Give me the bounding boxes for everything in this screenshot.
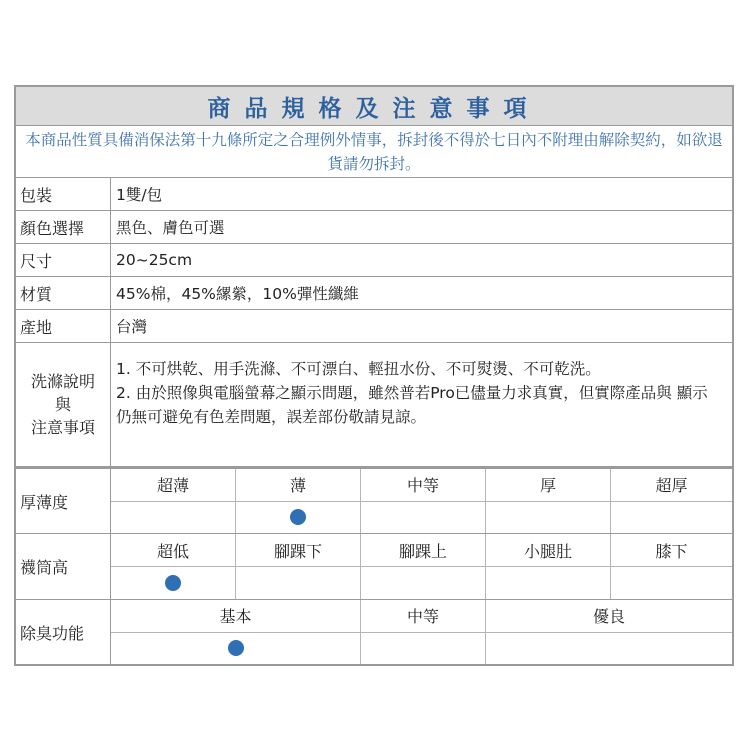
rating-cell <box>486 502 611 534</box>
rating-options <box>111 534 732 567</box>
rating-marks <box>111 633 732 665</box>
rating-thickness <box>16 469 732 534</box>
spec-row-wash <box>16 343 732 467</box>
rating-cell <box>236 502 361 534</box>
rating-cell <box>361 502 486 534</box>
rating-option: 超薄 <box>111 469 236 501</box>
rating-label: 襪筒高 <box>16 534 111 599</box>
rating-cell <box>611 567 732 599</box>
rating-options <box>111 469 732 502</box>
spec-value: 台灣 <box>116 318 148 336</box>
selected-dot-icon <box>290 509 306 525</box>
rating-marks <box>111 567 732 599</box>
spec-value: 20~25cm <box>116 251 193 269</box>
spec-row-color <box>16 211 732 244</box>
wash-instructions <box>111 343 732 466</box>
selected-dot-icon <box>228 640 244 656</box>
rating-option: 基本 <box>111 600 361 632</box>
spec-label: 包裝 <box>16 178 111 210</box>
wash-label <box>16 343 111 466</box>
rating-cell <box>111 633 361 665</box>
wash-label-line: 洗滌說明 <box>30 372 95 391</box>
rating-option: 薄 <box>236 469 361 501</box>
rating-cell <box>361 633 486 665</box>
spec-table <box>14 85 734 666</box>
rating-marks <box>111 502 732 534</box>
rating-option: 膝下 <box>655 541 688 561</box>
selected-dot-icon <box>165 575 181 591</box>
rating-option: 優良 <box>592 607 625 627</box>
rating-label: 厚薄度 <box>16 469 111 533</box>
wash-item-2: 2. 由於照像與電腦螢幕之顯示問題，雖然普若Pro已儘量力求真實，但實際產品與 顯示仍無可避免有色差問題，誤差部份敬請見諒。 <box>116 384 708 426</box>
rating-options <box>111 600 732 633</box>
table-title: 商品規格及注意事項 <box>16 87 732 126</box>
spec-value: 1雙/包 <box>116 186 163 204</box>
rating-label: 除臭功能 <box>16 600 111 664</box>
spec-label: 尺寸 <box>16 244 111 276</box>
return-notice: 本商品性質具備消保法第十九條所定之合理例外情事，拆封後不得於七日內不附理由解除契約，如欲退貨請勿拆封。 <box>16 126 732 178</box>
spec-row-size <box>16 244 732 277</box>
wash-item-1: 1. 不可烘乾、用手洗滌、不可漂白、輕扭水份、不可熨燙、不可乾洗。 <box>116 360 601 378</box>
spec-row-packaging <box>16 178 732 211</box>
rating-option: 中等 <box>361 469 486 501</box>
rating-option: 超厚 <box>655 476 688 496</box>
rating-option: 厚 <box>486 469 611 501</box>
spec-row-material <box>16 277 732 310</box>
rating-option: 超低 <box>111 534 236 566</box>
spec-label: 顏色選擇 <box>16 211 111 243</box>
spec-label: 材質 <box>16 277 111 309</box>
rating-option: 小腿肚 <box>486 534 611 566</box>
rating-cell <box>111 502 236 534</box>
rating-cell <box>486 633 732 665</box>
spec-label: 產地 <box>16 310 111 342</box>
rating-deodorize <box>16 600 732 664</box>
rating-cell <box>486 567 611 599</box>
rating-sock-height <box>16 534 732 600</box>
rating-option: 腳踝上 <box>361 534 486 566</box>
wash-label-line: 與 <box>54 395 71 414</box>
rating-cell <box>111 567 236 599</box>
rating-option: 中等 <box>361 600 486 632</box>
rating-cell <box>361 567 486 599</box>
wash-label-line: 注意事項 <box>30 418 95 437</box>
rating-option: 腳踝下 <box>236 534 361 566</box>
rating-cell <box>236 567 361 599</box>
rating-cell <box>611 502 732 534</box>
spec-value: 45%棉，45%縲縈，10%彈性纖維 <box>116 285 359 303</box>
spec-row-origin <box>16 310 732 343</box>
spec-value: 黑色、膚色可選 <box>116 219 225 237</box>
